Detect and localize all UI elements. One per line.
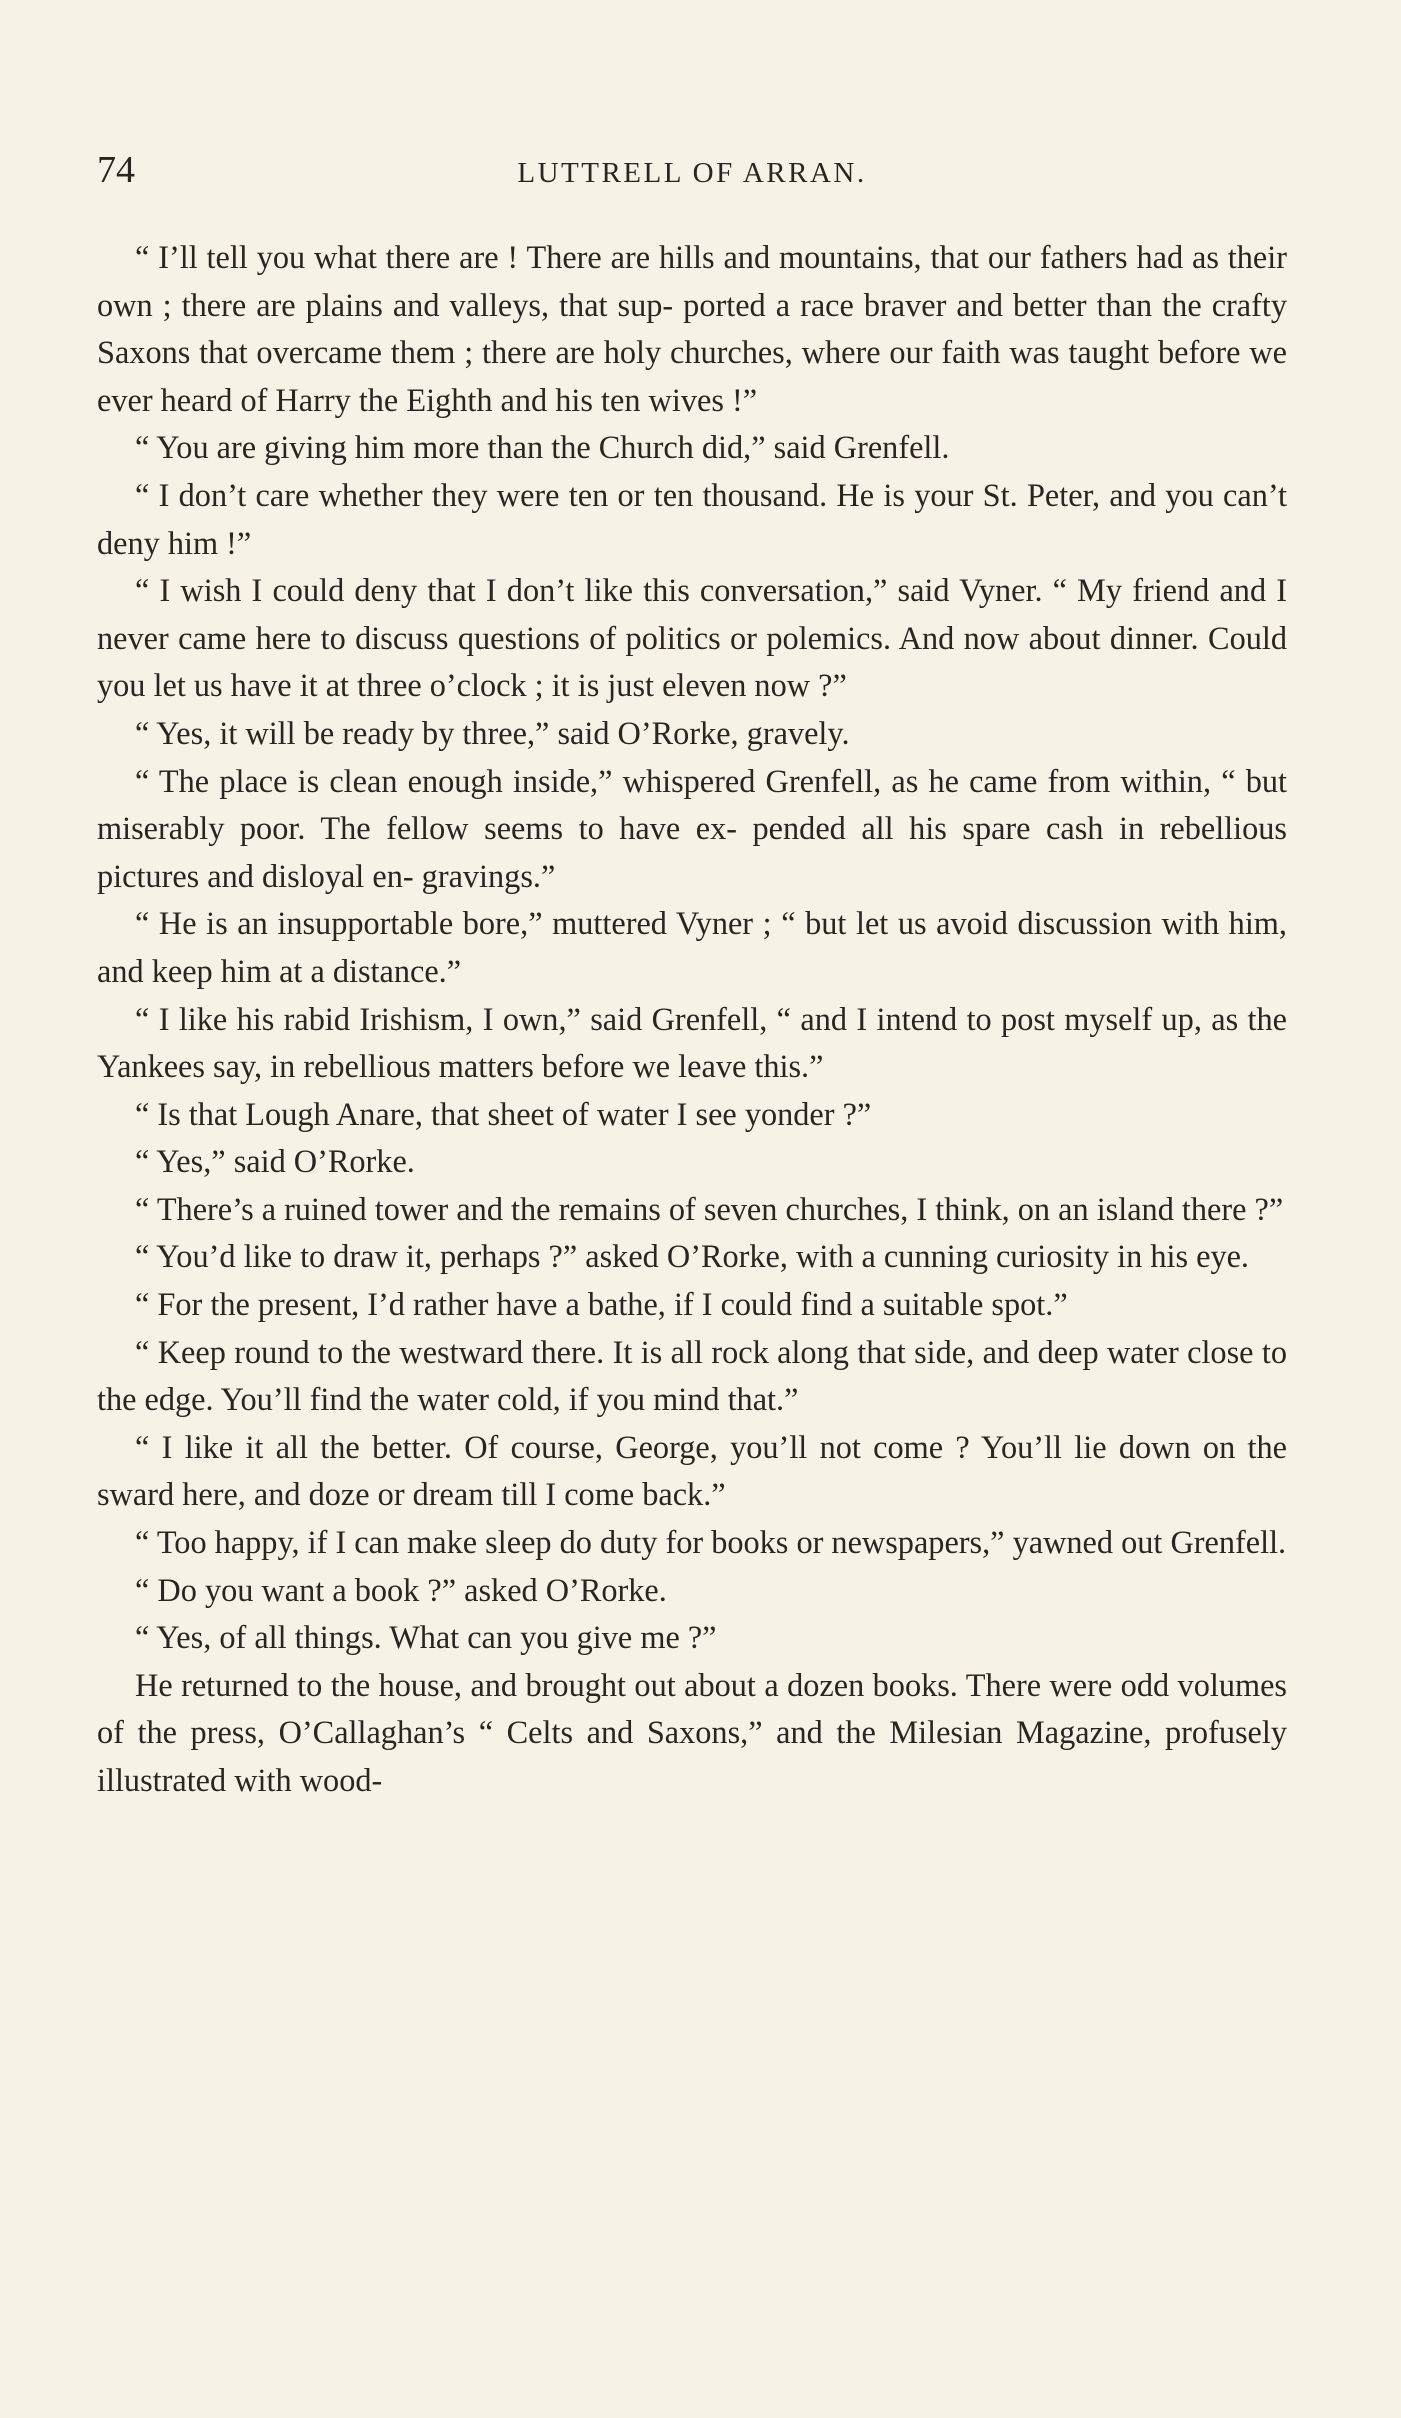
paragraph: “ Yes, of all things. What can you give me ?” <box>135 1619 717 1656</box>
paragraph: “ There’s a ruined tower and the remains of seven churches, I think, on an island there ?” <box>135 1190 1284 1227</box>
running-head <box>97 148 1287 204</box>
paragraph: “ He is an insupportable bore,” muttered Vyner ; “ but let us avoid discussion with him, and keep him at a distance.” <box>97 905 1287 989</box>
paragraph: “ Do you want a book ?” asked O’Rorke. <box>135 1571 667 1608</box>
paragraph: “ I wish I could deny that I don’t like this conversation,” said Vyner. “ My friend and I never came here to discuss questions of politics or polemics. And now about dinner. Could you let us have it at three o’clock ; it is just eleven now ?” <box>97 572 1287 704</box>
paragraph: “ Yes, it will be ready by three,” said O’Rorke, gravely. <box>135 714 850 751</box>
paragraph: “ The place is clean enough inside,” whispered Grenfell, as he came from within, “ but miserably poor. The fellow seems to have ex- pended all his spare cash in rebellious pictures and disloyal en- gravings.” <box>97 762 1287 894</box>
body-text <box>97 234 1287 1805</box>
paragraph: He returned to the house, and brought out about a dozen books. There were odd volumes of the press, O’Callaghan’s “ Celts and Saxons,” and the Milesian Magazine, profusely illustrated with wood- <box>97 1666 1287 1798</box>
paragraph: “ I don’t care whether they were ten or ten thousand. He is your St. Peter, and you can’t deny him !” <box>97 476 1287 561</box>
paragraph: “ You are giving him more than the Church did,” said Grenfell. <box>135 429 950 466</box>
paragraph: “ I like it all the better. Of course, George, you’ll not come ? You’ll lie down on the sward here, and doze or dream till I come back.” <box>97 1428 1287 1513</box>
page-number: 74 <box>97 149 135 191</box>
paragraph: “ I like his rabid Irishism, I own,” said Grenfell, “ and I intend to post myself up, as the Yankees say, in rebellious matters before we leave this.” <box>97 1000 1287 1085</box>
paragraph: “ I’ll tell you what there are ! There are hills and mountains, that our fathers had as their own ; there are plains and valleys, that sup- ported a race braver and better than the crafty Saxons that overcame them ; there are holy churches, where our faith was taught before we ever heard of Harry the Eighth and his ten wives !” <box>97 239 1287 418</box>
book-page <box>97 148 1287 1805</box>
paragraph: “ For the present, I’d rather have a bathe, if I could find a suitable spot.” <box>135 1286 1068 1323</box>
paragraph: “ Keep round to the westward there. It is all rock along that side, and deep water close to the edge. You’ll find the water cold, if you mind that.” <box>97 1333 1287 1418</box>
paragraph: “ Yes,” said O’Rorke. <box>135 1143 415 1180</box>
paragraph: “ Too happy, if I can make sleep do duty for books or newspapers,” yawned out Grenfell. <box>135 1524 1287 1561</box>
running-title: LUTTRELL OF ARRAN. <box>517 157 867 189</box>
paragraph: “ Is that Lough Anare, that sheet of water I see yonder ?” <box>135 1095 872 1132</box>
paragraph: “ You’d like to draw it, perhaps ?” asked O’Rorke, with a cunning curiosity in his eye. <box>135 1238 1250 1275</box>
